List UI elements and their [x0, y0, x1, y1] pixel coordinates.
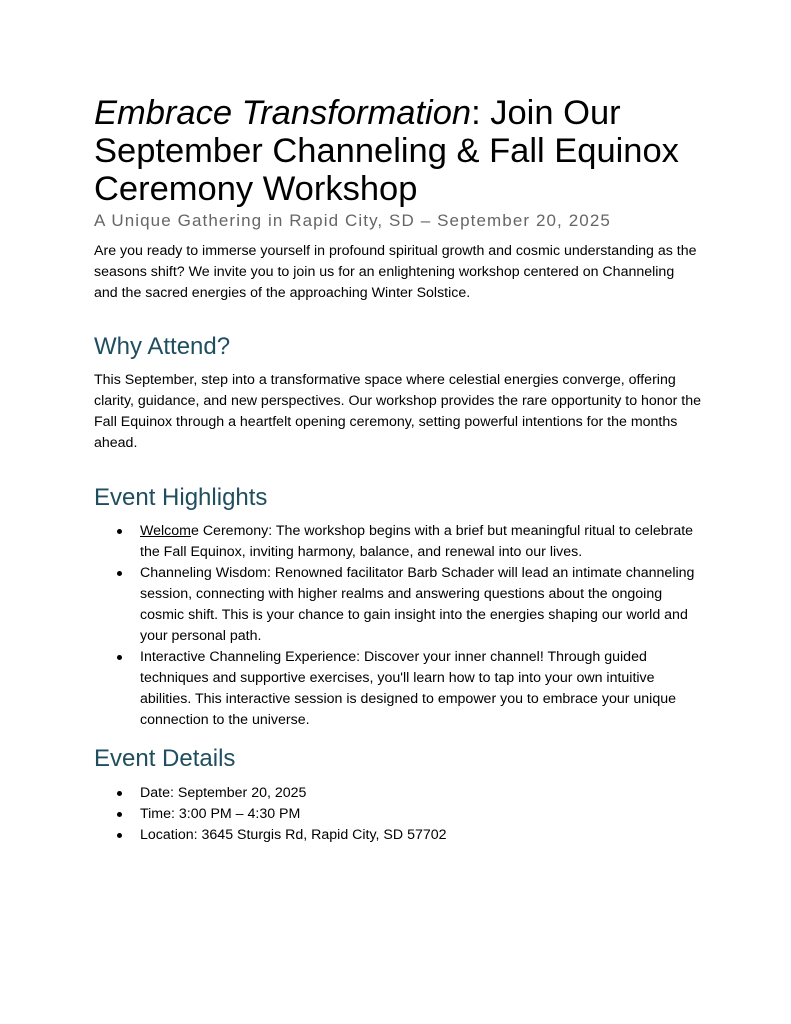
- event-time: Time: 3:00 PM – 4:30 PM: [140, 806, 301, 822]
- document-subtitle: A Unique Gathering in Rapid City, SD – September 20, 2025: [94, 211, 611, 230]
- event-date: Date: September 20, 2025: [140, 785, 307, 801]
- document-title: [94, 94, 701, 208]
- list-item: [94, 804, 701, 825]
- bullet-icon: [117, 655, 122, 660]
- bullet-icon: [117, 529, 122, 534]
- list-item: [94, 783, 701, 804]
- list-item: [94, 563, 701, 647]
- list-item: [94, 825, 701, 846]
- why-attend-heading: Why Attend?: [94, 333, 231, 360]
- list-item-text: Interactive Channeling Experience: Discover your inner channel! Through guided techniques and supportive exercises, you'll learn how to tap into your own intuitive abilities. This interactive session is designed to empower you to embrace your unique connection to the universe.: [140, 649, 676, 728]
- event-location: Location: 3645 Sturgis Rd, Rapid City, SD 57702: [140, 827, 447, 843]
- intro-paragraph: Are you ready to immerse yourself in profound spiritual growth and cosmic understanding as the seasons shift? We invite you to join us for an enlightening workshop centered on Channeling and the sacred energies of the approaching Winter Solstice.: [94, 243, 697, 301]
- why-attend-paragraph: This September, step into a transformative space where celestial energies converge, offering clarity, guidance, and new perspectives. Our workshop provides the rare opportunity to honor the Fall Equinox through a heartfelt opening ceremony, setting powerful intentions for the months ahead.: [94, 372, 701, 451]
- list-item-text: Channeling Wisdom: Renowned facilitator Barb Schader will lead an intimate channeling session, connecting with higher realms and answering questions about the ongoing cosmic shift. This is your chance to gain insight into the energies shaping our world and your personal path.: [140, 565, 695, 644]
- title-italic-part: Embrace Transformation: [94, 94, 472, 132]
- list-item: [94, 521, 701, 563]
- event-highlights-list: [94, 521, 701, 731]
- title-rest-part: : Join Our September Channeling & Fall Equinox Ceremony Workshop: [94, 94, 679, 208]
- underlined-text: Welcom: [140, 523, 191, 539]
- event-details-list: [94, 783, 701, 846]
- bullet-icon: [117, 812, 122, 817]
- bullet-icon: [117, 571, 122, 576]
- bullet-icon: [117, 833, 122, 838]
- list-item: [94, 647, 701, 731]
- bullet-icon: [117, 791, 122, 796]
- event-details-heading: Event Details: [94, 745, 236, 772]
- event-highlights-heading: Event Highlights: [94, 484, 268, 511]
- list-item-text: e Ceremony: The workshop begins with a brief but meaningful ritual to celebrate the Fall Equinox, inviting harmony, balance, and renewal into our lives.: [140, 523, 694, 560]
